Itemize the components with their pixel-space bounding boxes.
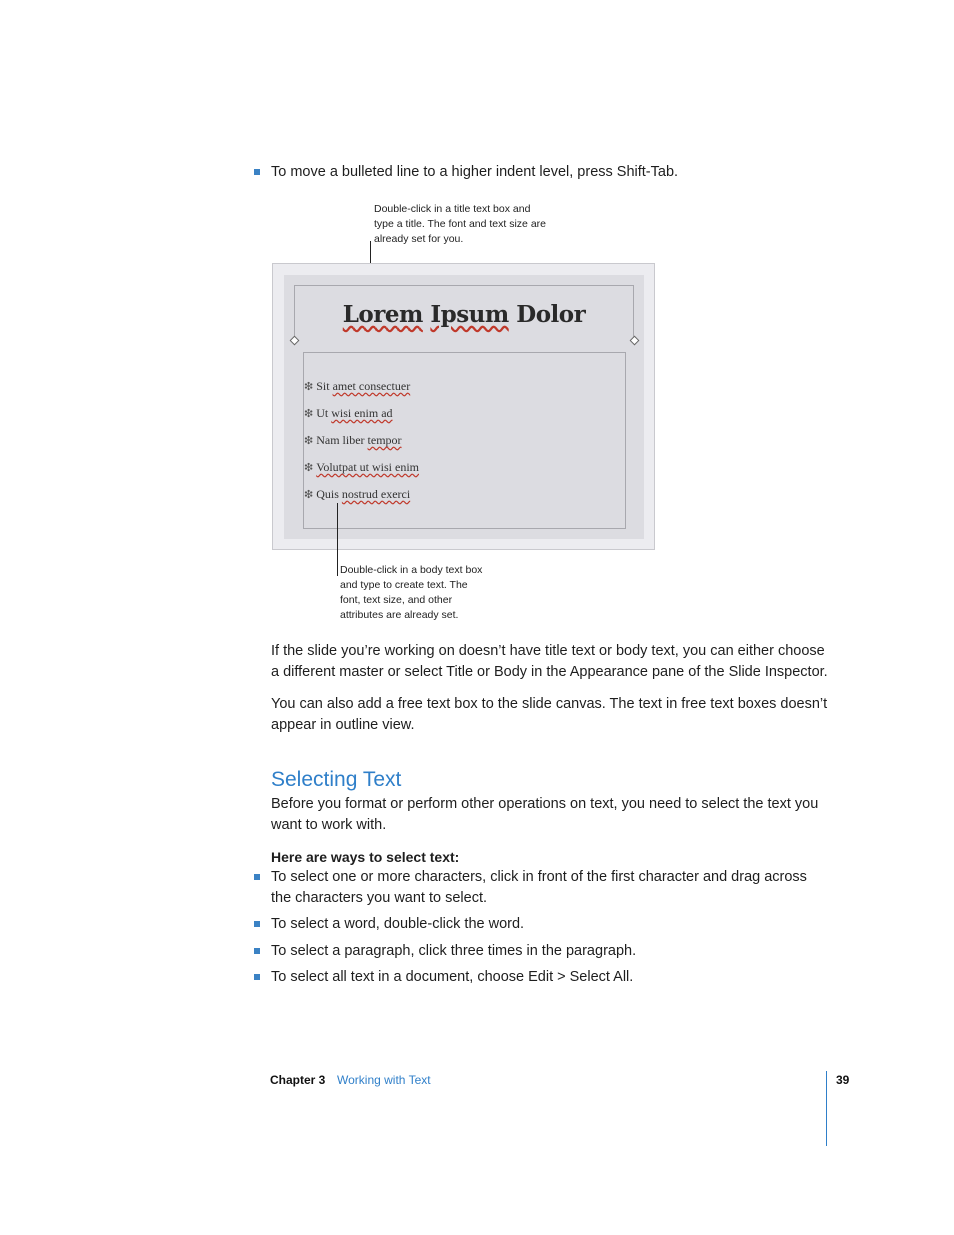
body-callout-text: Double-click in a body text box and type to create text. The font, text size, and other attributes are already set.	[340, 564, 483, 621]
slide-bullet-item	[304, 487, 410, 502]
page-number: 39	[836, 1073, 850, 1087]
slide-bullet-item	[304, 460, 419, 475]
slide-bullet-text: amet consectuer	[332, 379, 411, 393]
slide-title-word: Ipsum	[430, 301, 509, 328]
slide-title-word: Dolor	[516, 301, 586, 328]
square-bullet-icon	[254, 169, 260, 175]
asterisk-bullet-icon: ❇	[304, 462, 314, 474]
slide-bullet-item	[304, 433, 402, 448]
intro-bullet-text: To move a bulleted line to a higher indent level, press Shift-Tab.	[271, 164, 679, 180]
paragraph: You can also add a free text box to the slide canvas. The text in free text boxes doesn’t appear in outline view.	[271, 696, 828, 733]
slide-bullet-text: Nam liber	[316, 433, 365, 447]
slide-bullet-item	[304, 379, 410, 394]
asterisk-bullet-icon: ❇	[304, 408, 314, 420]
footer-chapter-title: Working with Text	[337, 1073, 431, 1087]
slide-title	[294, 301, 634, 328]
square-bullet-icon	[254, 921, 260, 927]
slide-bullet-text: Quis	[316, 487, 339, 501]
body-callout-leader-line	[337, 503, 338, 576]
selection-bullet-text: To select one or more characters, click in front of the first character and drag across the characters you want to select.	[271, 869, 807, 906]
paragraph: If the slide you’re working on doesn’t have title text or body text, you can either choose a different master or select Title or Body in the Appearance pane of the Slide Inspector.	[271, 643, 828, 680]
slide-bullet-text: wisi enim ad	[331, 406, 393, 420]
slide-bullet-text: Volutpat ut wisi enim	[316, 460, 419, 474]
slide-bullet-text: Sit	[316, 379, 330, 393]
section-intro: Before you format or perform other operations on text, you need to select the text you want to work with.	[271, 796, 819, 833]
section-subhead: Here are ways to select text:	[271, 849, 460, 865]
footer-chapter-label: Chapter 3	[270, 1073, 326, 1087]
asterisk-bullet-icon: ❇	[304, 489, 314, 501]
slide-title-word: Lorem	[342, 301, 423, 328]
slide-bullet-text: tempor	[367, 433, 402, 447]
selection-bullet-text: To select a word, double-click the word.	[271, 916, 525, 932]
selection-bullet-text: To select all text in a document, choose Edit > Select All.	[271, 969, 634, 985]
slide-bullet-text: nostrud exerci	[341, 487, 411, 501]
square-bullet-icon	[254, 874, 260, 880]
slide-bullet-text: Ut	[316, 406, 329, 420]
asterisk-bullet-icon: ❇	[304, 381, 314, 393]
footer-divider	[826, 1071, 827, 1146]
section-heading: Selecting Text	[271, 768, 402, 791]
selection-bullet-text: To select a paragraph, click three times in the paragraph.	[271, 943, 637, 959]
asterisk-bullet-icon: ❇	[304, 435, 314, 447]
slide-bullet-item	[304, 406, 393, 421]
square-bullet-icon	[254, 948, 260, 954]
square-bullet-icon	[254, 974, 260, 980]
title-callout-text: Double-click in a title text box and type a title. The font and text size are already set for you.	[374, 203, 546, 245]
